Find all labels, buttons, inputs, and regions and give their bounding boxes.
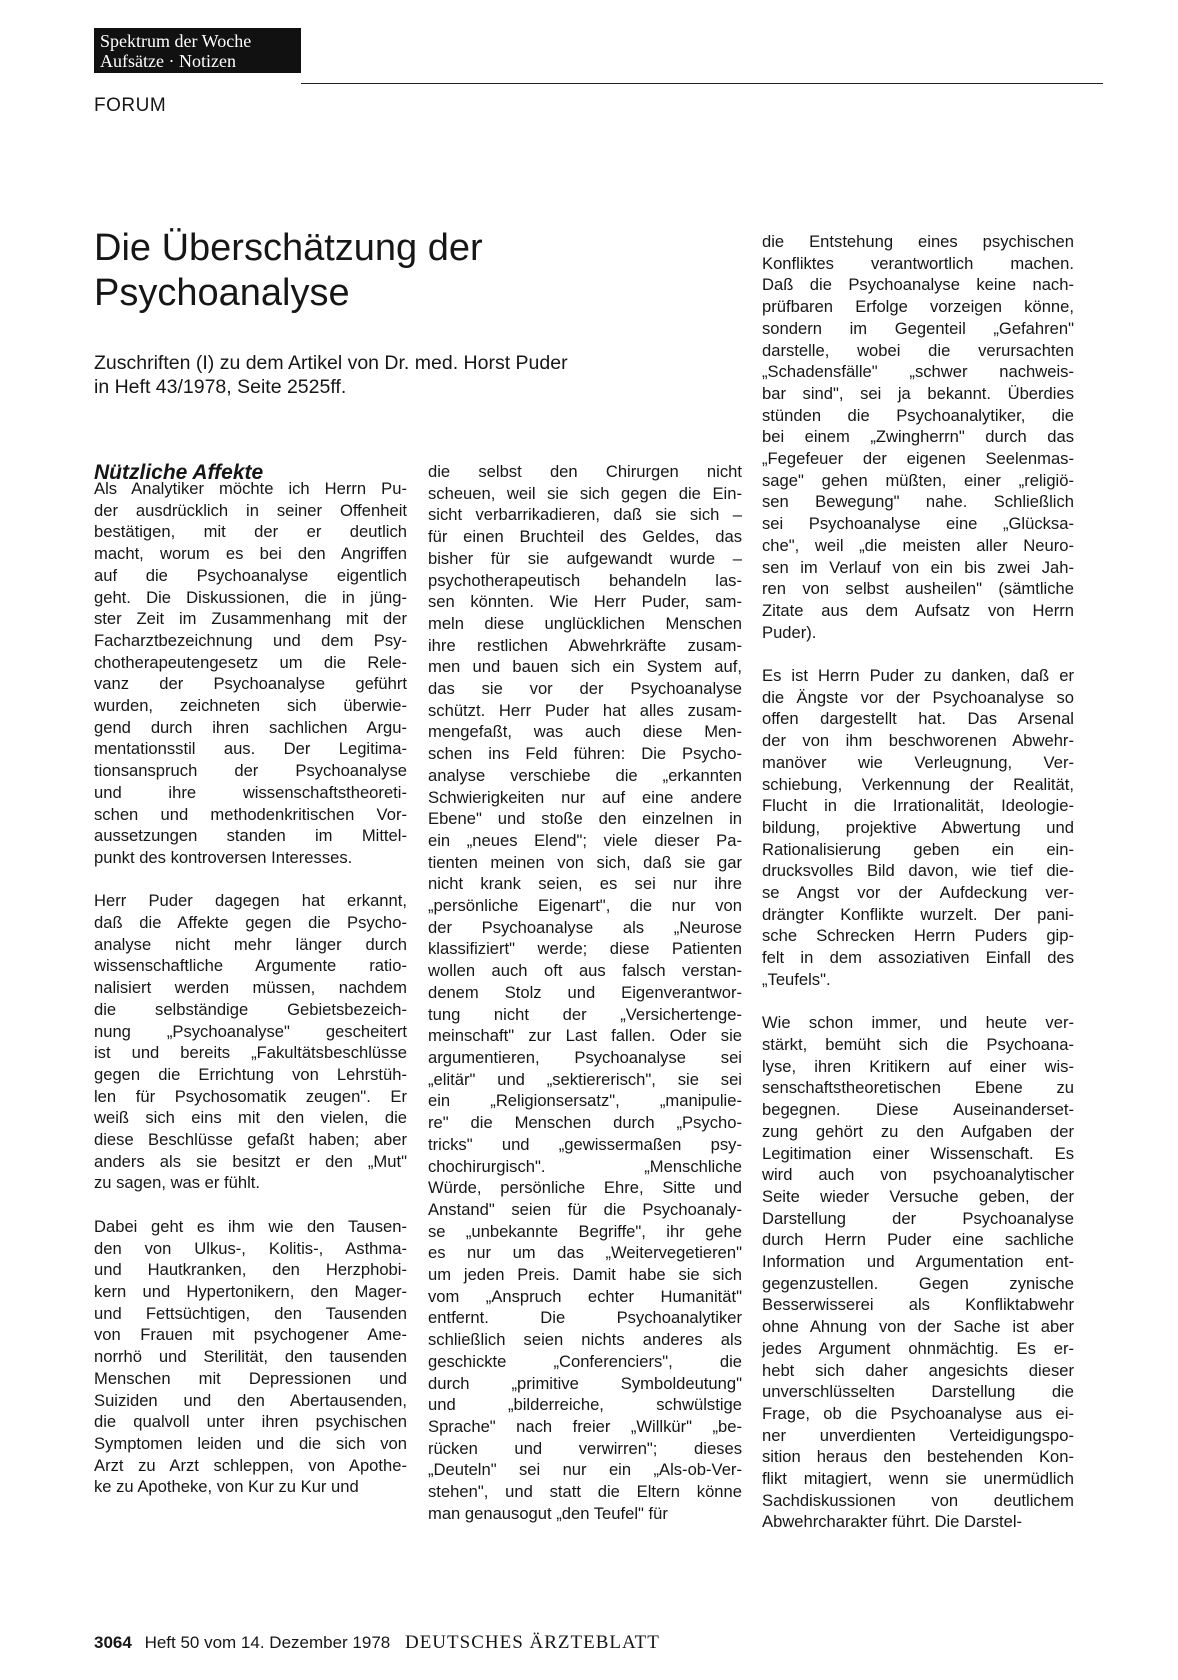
text-line: vanz der Psychoanalyse geführt	[94, 674, 407, 694]
text-line: nung „Psychoanalyse" gescheitert	[94, 1021, 407, 1041]
text-line: se Angst vor der Aufdeckung ver-	[762, 883, 1074, 903]
text-line: durch „primitive Symboldeutung"	[428, 1373, 742, 1393]
paragraph	[94, 478, 407, 869]
text-line: die selbst den Chirurgen nicht	[428, 462, 742, 481]
text-line: manöver wie Verleugnung, Ver-	[762, 752, 1074, 772]
text-line: Puder).	[762, 622, 817, 642]
text-line: nalisiert werden müssen, nachdem	[94, 978, 407, 998]
text-line: mentationsstil aus. Der Legitima-	[94, 739, 407, 759]
text-line: macht, worum es bei den Angriffen	[94, 544, 407, 564]
text-line: meln diese unglücklichen Menschen	[428, 613, 742, 633]
text-line: prüfbaren Erfolge vorzeigen könne,	[762, 297, 1074, 317]
text-line: men und bauen sich ein System auf,	[428, 657, 742, 677]
text-line: auf die Psychoanalyse eigentlich	[94, 565, 407, 585]
text-line: gegen die Errichtung von Lehrstüh-	[94, 1064, 407, 1084]
text-line: se „unbekannte Begriffe", ihr gehe	[428, 1221, 742, 1241]
text-line: die Entstehung eines psychischen	[762, 232, 1074, 251]
text-line: bei einem „Zwingherrn" durch das	[762, 427, 1074, 447]
text-line: chochirurgisch". „Menschliche	[428, 1156, 742, 1176]
text-line: von Frauen mit psychogener Ame-	[94, 1325, 407, 1345]
text-line: drucksvolles Bild davon, wie tief die-	[762, 861, 1074, 881]
text-line: Würde, persönliche Ehre, Sitte und	[428, 1178, 742, 1198]
text-line: tienten meinen von sich, daß sie gar	[428, 852, 742, 872]
text-line: den von Ulkus-, Kolitis-, Asthma-	[94, 1238, 407, 1258]
text-line: Darstellung der Psychoanalyse	[762, 1208, 1074, 1228]
text-line: sche Schrecken Herrn Puders gip-	[762, 926, 1074, 946]
text-line: Zitate aus dem Aufsatz von Herrn	[762, 600, 1074, 620]
text-line: durch Herrn Puder eine sachliche	[762, 1230, 1074, 1250]
text-line: sage" gehen müßten, einer „religiö-	[762, 470, 1074, 490]
text-line: Seite wieder Versuche geben, der	[762, 1186, 1074, 1206]
text-line: die Ängste vor der Psychoanalyse so	[762, 687, 1074, 707]
text-line: Abwehrcharakter führt. Die Darstel-	[762, 1512, 1023, 1532]
article-title	[94, 226, 694, 316]
text-line: die selbständige Gebietsbezeich-	[94, 999, 407, 1019]
text-line: geschickte „Conferenciers", die	[428, 1351, 742, 1371]
text-line: tionsanspruch der Psychoanalyse	[94, 761, 407, 781]
paragraph	[94, 890, 407, 1194]
text-column-1	[94, 478, 407, 1498]
text-line: entfernt. Die Psychoanalytiker	[428, 1308, 742, 1328]
text-line: ist und bereits „Fakultätsbeschlüsse	[94, 1043, 407, 1063]
text-line: che", weil „die meisten aller Neuro-	[762, 535, 1074, 555]
text-line: ren von selbst ausheilen" (sämtliche	[762, 579, 1074, 599]
text-line: bildung, projektive Abwertung und	[762, 817, 1074, 837]
text-line: ohne Ahnung von der Sache ist aber	[762, 1317, 1074, 1337]
text-line: das sie vor der Psychoanalyse	[428, 679, 742, 699]
text-line: analyse verschiebe die „erkannten	[428, 765, 742, 785]
text-line: bestätigen, mit der er deutlich	[94, 522, 407, 542]
text-line: Anstand" seien für die Psychoanaly-	[428, 1199, 742, 1219]
text-line: daß die Affekte gegen die Psycho-	[94, 913, 407, 933]
paragraph	[762, 231, 1074, 643]
text-line: psychotherapeutisch behandeln las-	[428, 570, 742, 590]
text-line: norrhö und Sterilität, den tausenden	[94, 1347, 407, 1367]
section-heading: Nützliche Affekte	[94, 461, 264, 484]
text-line: ihre restlichen Abwehrkräfte zusam-	[428, 635, 742, 655]
text-line: und „bilderreiche, schwülstige	[428, 1395, 742, 1415]
text-line: drängter Konflikte wurzelt. Der pani-	[762, 904, 1074, 924]
text-line: sen könnten. Wie Herr Puder, sam-	[428, 592, 742, 612]
text-line: rücken und verwirren"; dieses	[428, 1438, 742, 1458]
text-line: mengefaßt, was auch diese Men-	[428, 722, 742, 742]
text-line: tricks" und „gewissermaßen psy-	[428, 1134, 742, 1154]
text-line: zung gehört zu den Aufgaben der	[762, 1121, 1074, 1141]
text-line: der ausdrücklich in seiner Offenheit	[94, 500, 407, 520]
text-line: stehen", und statt die Eltern könne	[428, 1482, 742, 1502]
paragraph	[428, 461, 742, 1524]
journal-name: DEUTSCHES ÄRZTEBLATT	[404, 1632, 660, 1653]
text-line: stärkt, bemüht sich die Psychoana-	[762, 1034, 1074, 1054]
text-line: anders als sie besitzt er den „Mut"	[94, 1151, 407, 1171]
text-line: Als Analytiker möchte ich Herrn Pu-	[94, 479, 407, 498]
text-line: für einen Bruchteil des Geldes, das	[428, 527, 742, 547]
subtitle-line: in Heft 43/1978, Seite 2525ff.	[94, 376, 347, 398]
subtitle-line: Zuschriften (I) zu dem Artikel von Dr. med. Horst Puder	[94, 352, 568, 374]
text-line: schen und methodenkritischen Vor-	[94, 804, 407, 824]
text-line: wissenschaftliche Argumente ratio-	[94, 956, 407, 976]
page-footer	[94, 1632, 660, 1654]
text-line: Konfliktes verantwortlich machen.	[762, 253, 1074, 273]
text-line: chotherapeutengesetz um die Rele-	[94, 652, 407, 672]
text-line: Sachdiskussionen von deutlichem	[762, 1490, 1074, 1510]
text-line: vom „Anspruch echter Humanität"	[428, 1286, 742, 1306]
text-line: weiß sich eins mit den vielen, die	[94, 1108, 407, 1128]
text-line: aussetzungen standen im Mittel-	[94, 826, 407, 846]
text-line: Flucht in die Irrationalität, Ideologie-	[762, 796, 1074, 816]
text-line: schen ins Feld führen: Die Psycho-	[428, 744, 742, 764]
text-line: wurden, zeichneten sich überwie-	[94, 696, 407, 716]
text-line: Legitimation einer Wissenschaft. Es	[762, 1143, 1074, 1163]
text-line: um jeden Preis. Damit habe sie sich	[428, 1265, 742, 1285]
text-line: punkt des kontroversen Interesses.	[94, 847, 353, 867]
text-line: Frage, ob die Psychoanalyse aus ei-	[762, 1403, 1074, 1423]
text-line: Sprache" nach freier „Willkür" „be-	[428, 1416, 742, 1436]
text-line: gend durch ihren sachlichen Argu-	[94, 717, 407, 737]
text-line: len für Psychosomatik zeugen". Er	[94, 1086, 407, 1106]
text-line: darstelle, wobei die verursachten	[762, 340, 1074, 360]
text-line: sen im Verlauf von ein bis zwei Jah-	[762, 557, 1074, 577]
text-line: kern und Hypertonikern, den Mager-	[94, 1281, 407, 1301]
text-line: und Fettsüchtigen, den Tausenden	[94, 1303, 407, 1323]
text-line: geht. Die Diskussionen, die in jüng-	[94, 587, 407, 607]
text-line: Suiziden und den Abertausenden,	[94, 1390, 407, 1410]
text-line: jedes Argument ohnmächtig. Es er-	[762, 1338, 1074, 1358]
text-line: „persönliche Eigenart", die nur von	[428, 896, 742, 916]
text-line: wollen auch oft aus falsch verstan-	[428, 961, 742, 981]
text-line: hebt sich daher angesichts dieser	[762, 1360, 1074, 1380]
text-line: und Hautkranken, den Herzphobi-	[94, 1260, 407, 1280]
text-line: schiebung, Verkennung der Realität,	[762, 774, 1074, 794]
text-line: Menschen mit Depressionen und	[94, 1368, 407, 1388]
text-line: gegenzustellen. Gegen zynische	[762, 1273, 1074, 1293]
section-badge	[94, 28, 301, 73]
text-line: Ebene" und stoße den einzelnen in	[428, 809, 742, 829]
text-line: unverschlüsselten Darstellung die	[762, 1382, 1074, 1402]
text-line: wird auch von psychoanalytischer	[762, 1165, 1074, 1185]
text-line: „Teufels".	[762, 969, 831, 989]
text-line: senschaftstheoretischen Ebene zu	[762, 1078, 1074, 1098]
text-line: „Fegefeuer der eigenen Seelenmas-	[762, 449, 1074, 469]
header-rule	[301, 83, 1103, 84]
text-line: Es ist Herrn Puder zu danken, daß er	[762, 666, 1074, 686]
text-line: scheuen, weil sie sich gegen die Ein-	[428, 483, 742, 503]
text-line: die qualvoll unter ihren psychischen	[94, 1412, 407, 1432]
text-line: zu sagen, was er fühlt.	[94, 1173, 261, 1193]
paragraph	[762, 665, 1074, 991]
paragraph	[762, 1012, 1074, 1533]
text-line: man genausogut „den Teufel" für	[428, 1503, 668, 1523]
text-line: re" die Menschen durch „Psycho-	[428, 1113, 742, 1133]
text-line: sei Psychoanalyse eine „Glücksa-	[762, 514, 1074, 534]
text-line: Dabei geht es ihm wie den Tausen-	[94, 1216, 407, 1236]
text-line: bisher für sie aufgewandt wurde –	[428, 548, 742, 568]
text-line: sicht verbarrikadieren, daß sie sich –	[428, 505, 742, 525]
text-line: „elitär" und „sektiererisch", sie sei	[428, 1069, 742, 1089]
page-number: 3064	[94, 1633, 132, 1652]
section-label: FORUM	[94, 95, 167, 116]
text-line: ner unverdienten Verteidigungspo-	[762, 1425, 1074, 1445]
text-line: Rationalisierung geben ein ein-	[762, 839, 1074, 859]
text-line: flikt mitagiert, wenn sie unermüdlich	[762, 1469, 1074, 1489]
text-line: offen dargestellt hat. Das Arsenal	[762, 709, 1074, 729]
text-line: begegnen. Diese Auseinanderset-	[762, 1100, 1074, 1120]
badge-line: Aufsätze · Notizen	[100, 51, 236, 71]
badge-line: Spektrum der Woche	[100, 31, 252, 51]
text-line: analyse nicht mehr länger durch	[94, 934, 407, 954]
text-line: Wie schon immer, und heute ver-	[762, 1013, 1074, 1033]
text-line: klassifiziert" werde; diese Patienten	[428, 939, 742, 959]
text-line: ke zu Apotheke, von Kur zu Kur und	[94, 1477, 359, 1497]
text-line: „Schadensfälle" „schwer nachweis-	[762, 362, 1074, 382]
text-line: stünden die Psychoanalytiker, die	[762, 405, 1074, 425]
text-line: denem Stolz und Eigenverantwor-	[428, 982, 742, 1002]
text-line: es nur um das „Weitervegetieren"	[428, 1243, 742, 1263]
text-line: tung nicht der „Versichertenge-	[428, 1004, 742, 1024]
text-line: Information und Argumentation ent-	[762, 1252, 1074, 1272]
article-subtitle	[94, 351, 714, 399]
text-line: argumentieren, Psychoanalyse sei	[428, 1047, 742, 1067]
paragraph	[94, 1216, 407, 1498]
text-line: nicht krank seien, es sei nur ihre	[428, 874, 742, 894]
text-column-3	[762, 231, 1074, 1533]
text-line: meinschaft" zur Last fallen. Oder sie	[428, 1026, 742, 1046]
text-line: Herr Puder dagegen hat erkannt,	[94, 891, 407, 911]
text-line: schützt. Herr Puder hat alles zusam-	[428, 700, 742, 720]
text-line: der Psychoanalyse als „Neurose	[428, 917, 742, 937]
title-line: Psychoanalyse	[94, 272, 350, 314]
text-line: felt in dem assoziativen Einfall des	[762, 948, 1074, 968]
text-line: schließlich seien nichts anderes als	[428, 1330, 742, 1350]
text-line: Schwierigkeiten nur auf eine andere	[428, 787, 742, 807]
text-line: sen Bewegung" nahe. Schließlich	[762, 492, 1074, 512]
text-line: lyse, ihren Kritikern auf einer wis-	[762, 1056, 1074, 1076]
text-line: Daß die Psychoanalyse keine nach-	[762, 275, 1074, 295]
text-line: Facharztbezeichnung und dem Psy-	[94, 630, 407, 650]
text-line: der von ihm beschworenen Abwehr-	[762, 731, 1074, 751]
text-column-2	[428, 461, 742, 1524]
text-line: ster Zeit im Zusammenhang mit der	[94, 609, 407, 629]
text-line: sition heraus den bestehenden Kon-	[762, 1447, 1074, 1467]
text-line: diese Beschlüsse gefaßt haben; aber	[94, 1130, 407, 1150]
text-line: sondern im Gegenteil „Gefahren"	[762, 318, 1074, 338]
title-line: Die Überschätzung der	[94, 227, 483, 269]
issue-info: Heft 50 vom 14. Dezember 1978	[144, 1633, 391, 1652]
text-line: Besserwisserei als Konfliktabwehr	[762, 1295, 1074, 1315]
text-line: ein „Religionsersatz", „manipulie-	[428, 1091, 742, 1111]
text-line: Symptomen leiden und die sich von	[94, 1433, 407, 1453]
text-line: Arzt zu Arzt schleppen, von Apothe-	[94, 1455, 407, 1475]
text-line: „Deuteln" sei nur ein „Als-ob-Ver-	[428, 1460, 742, 1480]
text-line: bar sind", sei ja bekannt. Überdies	[762, 383, 1074, 403]
text-line: und ihre wissenschaftstheoreti-	[94, 782, 407, 802]
text-line: ein „neues Elend"; viele dieser Pa-	[428, 830, 742, 850]
